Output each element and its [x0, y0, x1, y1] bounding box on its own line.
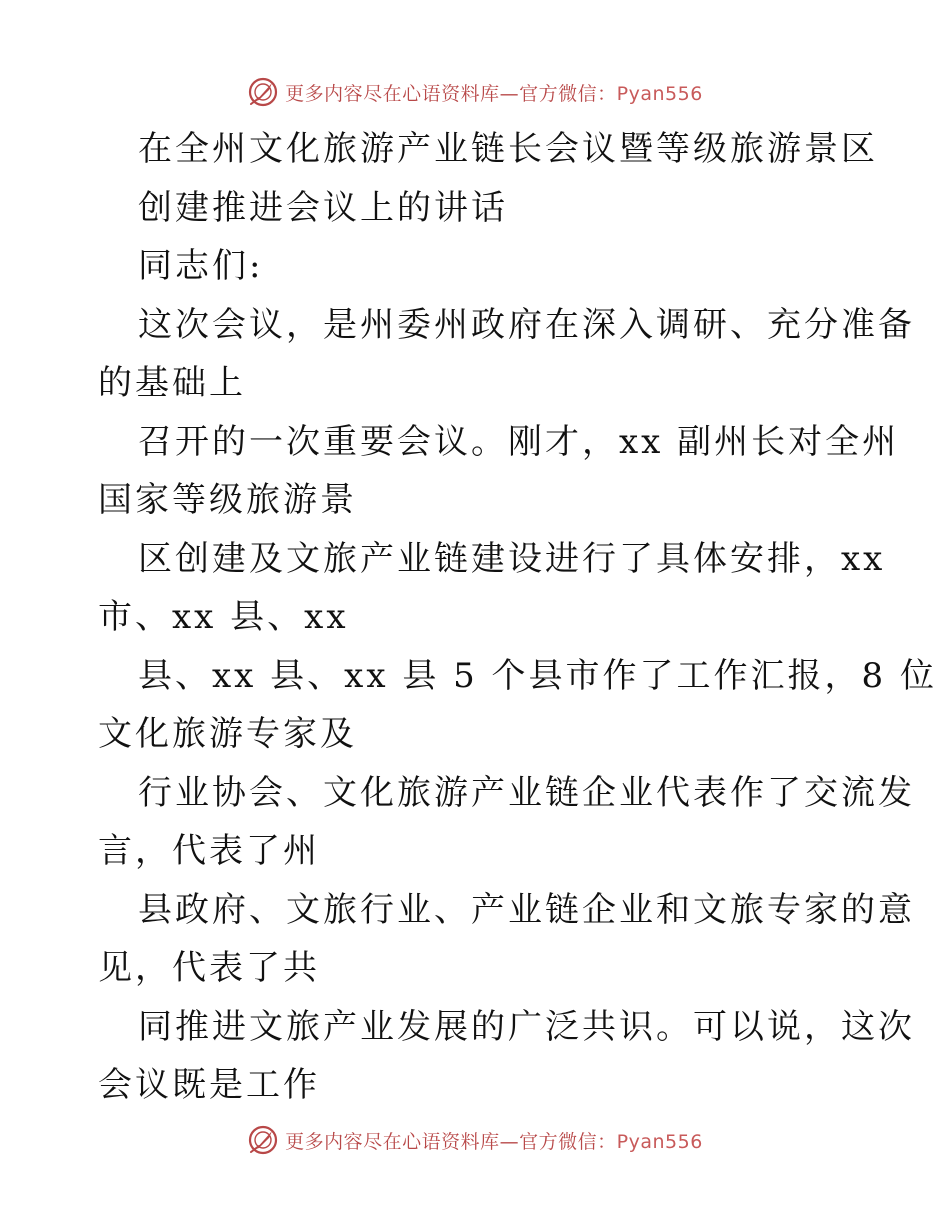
text-line: 文化旅游专家及: [98, 714, 357, 754]
text-line: 县、xx 县、xx 县 5 个县市作了工作汇报，8 位: [138, 655, 937, 696]
watermark-text: [285, 79, 703, 106]
text-line: 同推进文旅产业发展的广泛共识。可以说，这次: [138, 1006, 915, 1047]
quill-logo-icon: [247, 1124, 279, 1156]
watermark-wechat-id: Pyan556: [616, 1130, 703, 1153]
watermark-text: [285, 1127, 703, 1154]
text-line: 见，代表了共: [98, 948, 320, 988]
watermark-label: 更多内容尽在心语资料库—官方微信：: [285, 1130, 617, 1153]
text-line: 县政府、文旅行业、产业链企业和文旅专家的意: [138, 889, 915, 930]
text-line: 在全州文化旅游产业链长会议暨等级旅游景区: [138, 129, 878, 169]
text-line: 同志们:: [138, 246, 264, 286]
text-line: 召开的一次重要会议。刚才，xx 副州长对全州: [138, 421, 900, 462]
text-line: 言，代表了州: [98, 831, 320, 871]
text-line: 创建推进会议上的讲话: [138, 187, 508, 228]
text-line: 的基础上: [98, 363, 246, 403]
footer-watermark: [0, 1120, 950, 1160]
watermark-label: 更多内容尽在心语资料库—官方微信：: [285, 82, 617, 105]
text-line: 行业协会、文化旅游产业链企业代表作了交流发: [138, 772, 915, 813]
text-line: 区创建及文旅产业链建设进行了具体安排，xx: [138, 538, 886, 579]
document-body: [98, 120, 937, 1115]
text-line: 国家等级旅游景: [98, 480, 357, 520]
header-watermark: [0, 72, 950, 112]
text-line: 市、xx 县、xx: [98, 597, 349, 637]
quill-logo-icon: [247, 76, 279, 108]
text-line: 会议既是工作: [98, 1065, 320, 1105]
watermark-wechat-id: Pyan556: [616, 82, 703, 105]
text-line: 这次会议，是州委州政府在深入调研、充分准备: [138, 304, 915, 345]
